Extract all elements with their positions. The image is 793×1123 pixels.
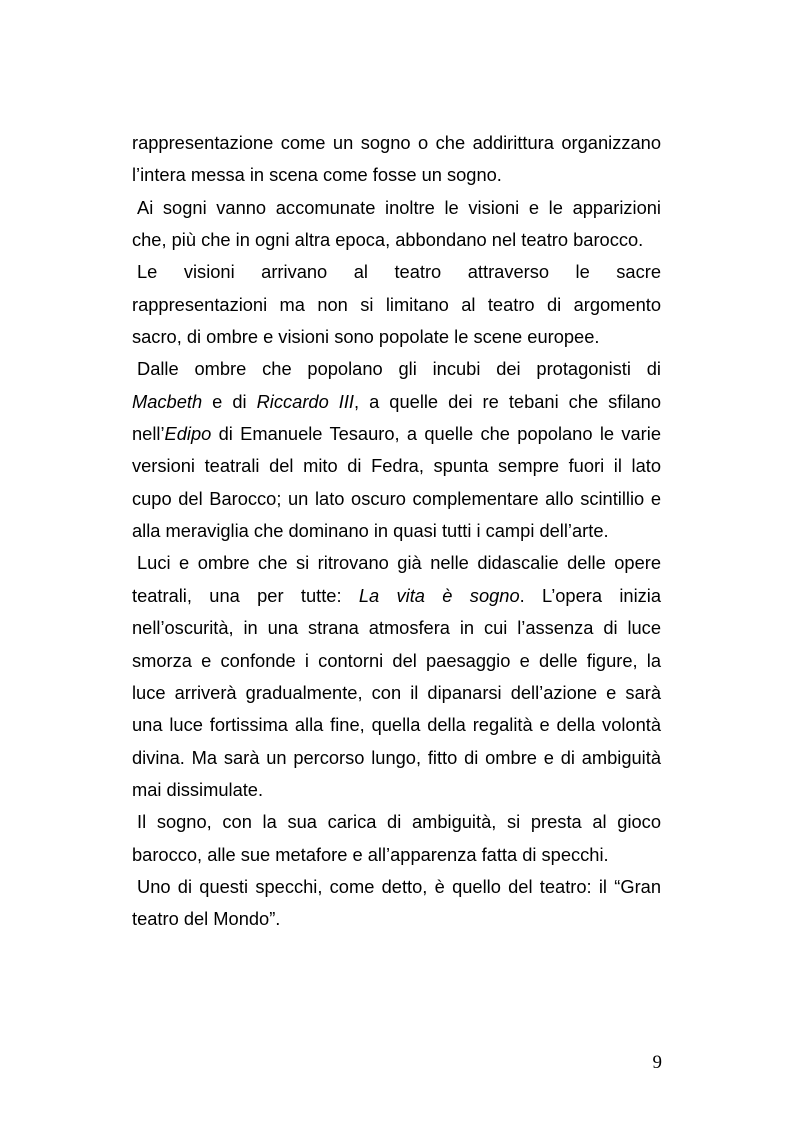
text-line [132, 515, 661, 547]
text-segment: nell’ [132, 423, 165, 445]
text-line [132, 612, 661, 644]
paragraph [132, 806, 661, 871]
text-segment: Luci e ombre che si ritrovano già nelle didascalie delle opere [137, 552, 661, 574]
italic-text: Edipo [164, 423, 212, 445]
text-segment: luce arriverà gradualmente, con il dipanarsi dell’azione e sarà [132, 681, 661, 703]
text-line [132, 450, 661, 482]
text-line [132, 774, 661, 806]
text-line [132, 224, 661, 256]
text-segment: l’intera messa in scena come fosse un sogno. [132, 164, 502, 186]
page-body [132, 127, 661, 936]
text-segment: che, più che in ogni altra epoca, abbondano nel teatro barocco. [132, 229, 644, 251]
paragraph [132, 127, 661, 192]
text-line [132, 256, 661, 288]
text-segment: . L’opera inizia [519, 584, 662, 606]
paragraph [132, 547, 661, 806]
text-line [132, 677, 661, 709]
text-line [132, 159, 661, 191]
text-segment: , a quelle dei re tebani che sfilano [354, 390, 662, 412]
paragraph [132, 192, 661, 257]
text-line [132, 289, 661, 321]
text-segment: alla meraviglia che dominano in quasi tutti i campi dell’arte. [132, 520, 609, 542]
text-segment: e di [202, 390, 257, 412]
paragraph [132, 353, 661, 547]
text-segment: rappresentazioni ma non si limitano al teatro di argomento [132, 293, 661, 315]
text-line [132, 483, 661, 515]
text-segment: sacro, di ombre e visioni sono popolate le scene europee. [132, 326, 600, 348]
text-segment: divina. Ma sarà un percorso lungo, fitto di ombre e di ambiguità [132, 746, 661, 768]
text-line [132, 871, 661, 903]
text-line [132, 709, 661, 741]
text-line [132, 742, 661, 774]
text-line [132, 547, 661, 579]
text-segment: mai dissimulate. [132, 778, 264, 800]
text-segment: nell’oscurità, in una strana atmosfera in cui l’assenza di luce [132, 617, 661, 639]
text-line [132, 321, 661, 353]
text-segment: rappresentazione come un sogno o che addirittura organizzano [132, 132, 661, 153]
text-line [132, 903, 661, 935]
text-segment: teatro del Mondo”. [132, 908, 281, 930]
text-segment: cupo del Barocco; un lato oscuro complementare allo scintillio e [132, 487, 661, 509]
text-segment: Il sogno, con la sua carica di ambiguità, si presta al gioco [137, 811, 661, 833]
text-segment: una luce fortissima alla fine, quella della regalità e della volontà [132, 714, 661, 736]
text-segment: versioni teatrali del mito di Fedra, spunta sempre fuori il lato [132, 455, 661, 477]
text-segment: teatrali, una per tutte: [132, 584, 359, 606]
text-segment: Dalle ombre che popolano gli incubi dei protagonisti di [137, 358, 661, 380]
paragraph [132, 871, 661, 936]
paragraph [132, 256, 661, 353]
text-segment: barocco, alle sue metafore e all’apparenza fatta di specchi. [132, 843, 609, 865]
text-line [132, 127, 661, 159]
text-line [132, 418, 661, 450]
text-line [132, 192, 661, 224]
text-segment: smorza e confonde i contorni del paesaggio e delle figure, la [132, 649, 661, 671]
text-segment: Le visioni arrivano al teatro attraverso le sacre [137, 261, 661, 283]
text-segment: Ai sogni vanno accomunate inoltre le visioni e le apparizioni [137, 196, 661, 218]
text-line [132, 580, 661, 612]
italic-text: Riccardo III [256, 390, 355, 412]
page-number: 9 [652, 1052, 662, 1073]
text-line [132, 806, 661, 838]
text-line [132, 645, 661, 677]
text-segment: Uno di questi specchi, come detto, è quello del teatro: il “Gran [137, 875, 661, 897]
text-line [132, 386, 661, 418]
text-line [132, 839, 661, 871]
italic-text: Macbeth [132, 390, 203, 412]
text-line [132, 353, 661, 385]
italic-text: La vita è sogno [358, 584, 520, 606]
text-segment: di Emanuele Tesauro, a quelle che popolano le varie [211, 423, 661, 445]
